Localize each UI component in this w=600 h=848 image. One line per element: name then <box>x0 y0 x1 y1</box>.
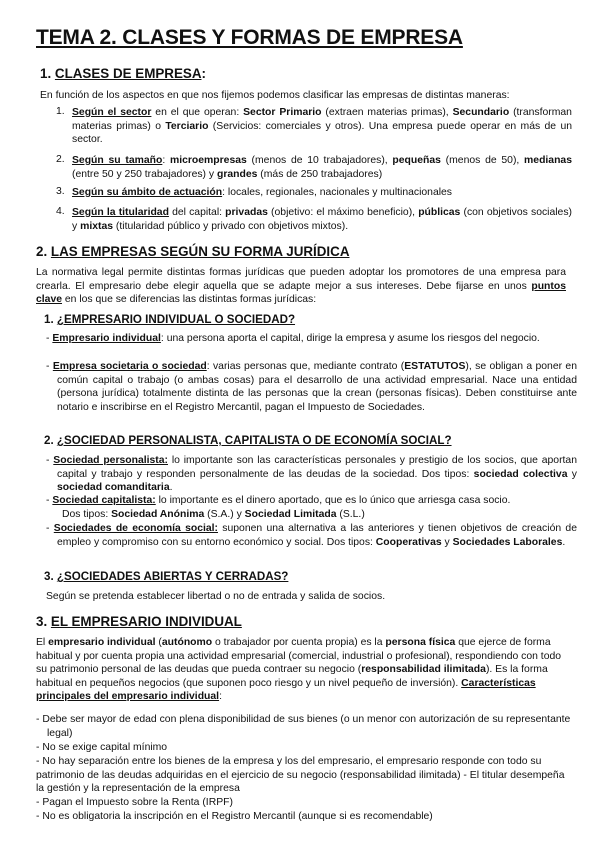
s2-q1-item-1: - Empresario individual: una persona aporta el capital, dirige la empresa y asume los riesgos del negocio. <box>46 333 540 344</box>
section-3-title: EL EMPRESARIO INDIVIDUAL <box>50 614 242 629</box>
subsection-2-1-title: ¿EMPRESARIO INDIVIDUAL O SOCIEDAD? <box>56 313 296 326</box>
section-1-intro: En función de los aspectos en que nos fijemos podemos clasificar las empresas de distintas maneras: <box>40 90 510 101</box>
section-3-heading <box>36 614 242 629</box>
s3-bullet-3: - No hay separación entre los bienes de la empresa y los del empresario, el empresario responde con todo su patrimonio de las deudas adquiridas en el ejercicio de su negocio (responsabilidad ilimitada) - El titular desempeña la gestión y la representación de la empresa <box>36 756 565 795</box>
section-3-paragraph: El empresario individual (autónomo o trabajador por cuenta propia) es la persona física que ejerce de forma habitual y por cuenta propia una actividad empresarial (comercial, industrial o profesional), respondiendo con todo su patrimonio personal de las deudas que pueda contraer su negocio (responsabilidad ilimitada). Es la forma habitual en pequeños negocios (que suponen poco riesgo y un nivel pequeño de inversión). Características principales del empresario individual: <box>36 637 562 703</box>
s1-item-3-key: Según su ámbito de actuación <box>72 187 223 198</box>
key-points-term: puntos clave <box>36 280 566 306</box>
subsection-2-2-title: ¿SOCIEDAD PERSONALISTA, CAPITALISTA O DE ECONOMÍA SOCIAL? <box>56 434 452 447</box>
s1-item-1-key: Según el sector <box>72 107 152 118</box>
section-3-number: 3. <box>36 614 48 629</box>
s2-q1-item-2: - Empresa societaria o sociedad: varias personas que, mediante contrato (ESTATUTOS), se obligan a poner en común capital o trabajo (o ambas cosas) para el desarrollo de una actividad empresarial. Nace una entidad (persona jurídica) totalmente distinta de las personas que la crean (personas físicas). Deben constituirse ante notario e inscribirse en el Registro Mercantil, pagan el Impuesto de Sociedades. <box>46 361 577 413</box>
s1-item-2-key: Según su tamaño <box>72 155 163 166</box>
s1-item-4-key: Según la titularidad <box>72 207 169 218</box>
s1-item-1-number: 1. <box>56 106 65 117</box>
s3-bullet-4: - Pagan el Impuesto sobre la Renta (IRPF) <box>36 797 233 808</box>
s3-bullet-5: - No es obligatoria la inscripción en el Registro Mercantil (aunque si es recomendable) <box>36 811 433 822</box>
s3-bullet-2: - No se exige capital mínimo <box>36 742 168 753</box>
section-1-colon: : <box>201 66 206 81</box>
subsection-2-2-heading <box>44 434 452 447</box>
s1-item-4: Según la titularidad del capital: privadas (objetivo: el máximo beneficio), públicas (con objetivos sociales) y mixtas (titularidad público y privado con objetivos mixtos). <box>72 207 572 232</box>
section-1-title: CLASES DE EMPRESA <box>54 66 202 81</box>
s2-q2-item-2-types: Dos tipos: Sociedad Anónima (S.A.) y Sociedad Limitada (S.L.) <box>62 509 365 520</box>
section-2-title: LAS EMPRESAS SEGÚN SU FORMA JURÍDICA <box>50 244 350 259</box>
s1-item-4-number: 4. <box>56 206 65 217</box>
section-2-intro: La normativa legal permite distintas formas jurídicas que pueden adoptar los promotores de una empresa para crearla. El empresario debe elegir aquella que se adapte mejor a sus intereses. Debe fijarse en unos puntos clave en los que se diferencias las distintas formas jurídicas: <box>36 267 566 306</box>
characteristics-heading: Características principales del empresario individual <box>36 677 536 703</box>
section-2-number: 2. <box>36 244 48 259</box>
subsection-2-1-heading <box>44 313 295 326</box>
s2-q2-item-3: - Sociedades de economía social: suponen una alternativa a las anteriores y tienen objetivos de creación de empleo y compromiso con su entorno económico y social. Dos tipos: Cooperativas y Sociedades Laborales. <box>46 523 577 548</box>
s2-q3-text: Según se pretenda establecer libertad o no de entrada y salida de socios. <box>46 591 386 602</box>
s1-item-2: Según su tamaño: microempresas (menos de 10 trabajadores), pequeñas (menos de 50), medianas (entre 50 y 250 trabajadores) y grandes (más de 250 trabajadores) <box>72 155 572 180</box>
s2-q2-item-2: - Sociedad capitalista: lo importante es el dinero aportado, que es lo único que arriesga casa socio. <box>46 495 511 506</box>
s2-q2-item-1: - Sociedad personalista: lo importante son las características personales y prestigio de los socios, que aportan capital y trabajo y responden personalmente de las deudas de la sociedad. Dos tipos: sociedad colectiva y sociedad comanditaria. <box>46 455 577 494</box>
subsection-2-3-number: 3. <box>44 570 54 583</box>
subsection-2-3-title: ¿SOCIEDADES ABIERTAS Y CERRADAS? <box>56 570 289 583</box>
section-1-number: 1. <box>40 66 52 81</box>
subsection-2-3-heading <box>44 570 288 583</box>
section-1-heading <box>40 66 206 81</box>
subsection-2-1-number: 1. <box>44 313 54 326</box>
section-2-heading <box>36 244 350 259</box>
s1-item-3-number: 3. <box>56 186 65 197</box>
page-title: TEMA 2. CLASES Y FORMAS DE EMPRESA <box>36 26 463 49</box>
s1-item-3: Según su ámbito de actuación: locales, regionales, nacionales y multinacionales <box>72 187 453 198</box>
s1-item-1: Según el sector en el que operan: Sector Primario (extraen materias primas), Secundario (transforman materias primas) o Terciario (Servicios: comerciales y otros). Una empresa puede operar en más de un sector. <box>72 107 573 146</box>
s1-item-2-number: 2. <box>56 154 65 165</box>
s3-bullet-1: - Debe ser mayor de edad con plena disponibilidad de sus bienes (o un menor con autorización de su representante legal) <box>36 714 571 739</box>
subsection-2-2-number: 2. <box>44 434 54 447</box>
